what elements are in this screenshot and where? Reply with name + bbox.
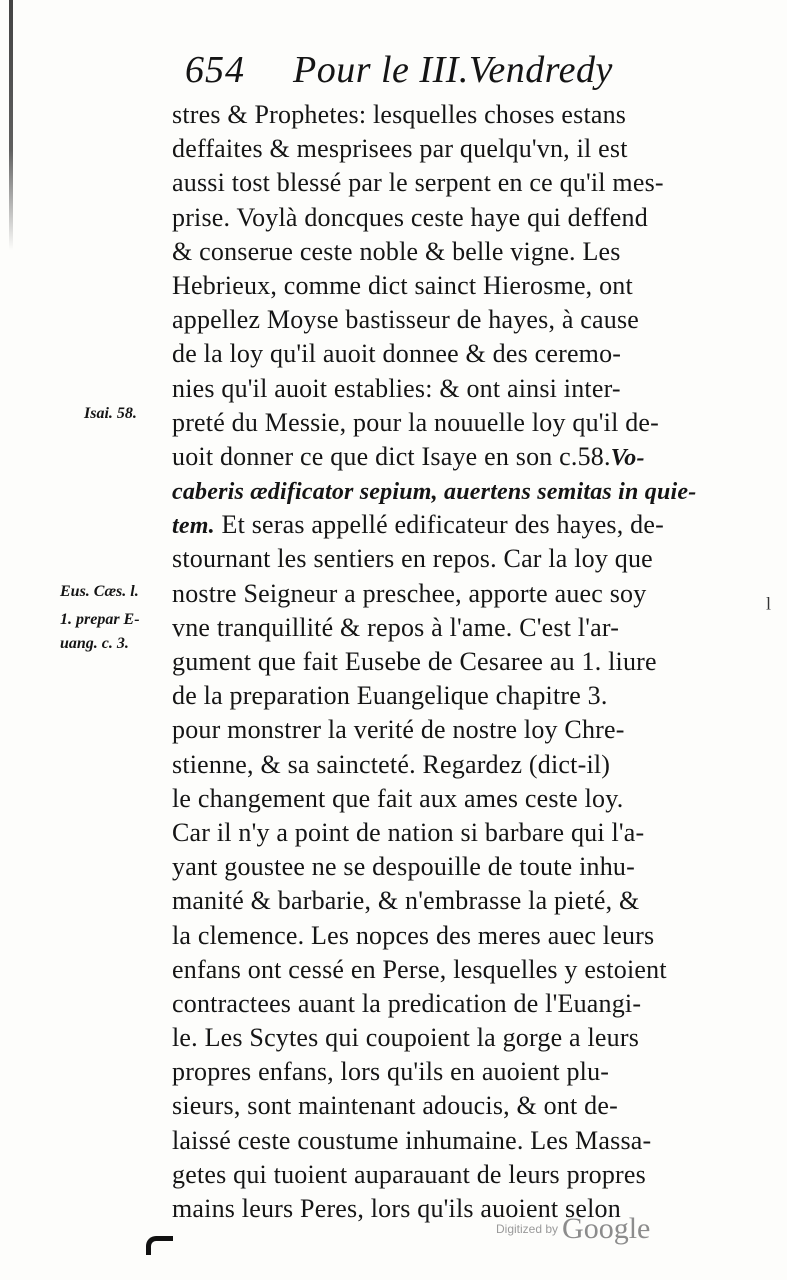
text-line: mains leurs Peres, lors qu'ils auoient selon [172,1194,621,1223]
running-title: Pour le III.Vendredy [293,49,613,91]
text-line: Hebrieux, comme dict sainct Hierosme, ont [172,270,633,300]
page-header [185,48,645,98]
text-line: nostre Seigneur a preschee, apporte auec soy [172,578,647,608]
margin-note-eusebius-1: Eus. Cæs. l. [60,583,139,600]
text-line: le changement que fait aux ames ceste loy. [172,783,624,813]
text-line: le. Les Scytes qui coupoient la gorge a leurs [172,1023,640,1053]
text-line: deffaites & mesprisees par quelqu'vn, il est [172,134,628,164]
body-text [172,98,697,1226]
text-line: stournant les sentiers en repos. Car la loy que [172,544,653,574]
margin-note-isaiah: Isai. 58. [84,405,137,422]
text-line: gument que fait Eusebe de Cesaree au 1. liure [172,647,657,676]
page-edge-shadow [9,0,13,250]
google-logo: Google [562,1212,651,1245]
text-line: contractees auant la predication de l'Euangi- [172,988,642,1018]
text-line: de la loy qu'il auoit donnee & des ceremo- [172,339,622,369]
text-line: laissé ceste coustume inhumaine. Les Massa- [172,1125,652,1155]
text-line: Car il n'y a point de nation si barbare qui l'a- [172,817,645,847]
text-line [172,474,697,508]
margin-note-eusebius-2: 1. prepar E- [60,611,140,628]
margin-note-eusebius-3: uang. c. 3. [60,635,129,652]
text-line: stienne, & sa saincteté. Regardez (dict-il) [172,749,611,779]
text-line: prise. Voylà doncques ceste haye qui deffend [172,202,648,232]
latin-quote-end: tem. [172,513,215,540]
text-line: pour monstrer la verité de nostre loy Chre- [172,715,625,745]
watermark-prefix: Digitized by [496,1222,559,1236]
text-line: getes qui tuoient auparauant de leurs propres [172,1159,646,1189]
text-line: sieurs, sont maintenant adoucis, & ont de- [172,1091,618,1121]
text-line-roman: Et seras appellé edificateur des hayes, de- [214,510,664,540]
text-line: de la preparation Euangelique chapitre 3. [172,681,608,711]
text-line-roman: uoit donner ce que dict Isaye en son c.58. [172,441,611,471]
digitized-watermark [496,1212,650,1246]
text-line: manité & barbarie, & n'embrasse la pieté, & [172,886,640,916]
text-line: nies qu'il auoit establies: & ont ainsi inter- [172,373,621,403]
text-line: preté du Messie, pour la nouuelle loy qu'il de- [172,407,660,437]
text-line: appellez Moyse bastisseur de hayes, à cause [172,305,640,335]
text-line [172,508,692,542]
latin-quote-start: Vo- [610,444,645,471]
text-line: vne tranquillité & repos à l'ame. C'est l'ar- [172,612,620,642]
text-line: aussi tost blessé par le serpent en ce qu'il mes- [172,168,664,198]
text-line [172,440,692,474]
page-number: 654 [185,49,245,91]
text-line: yant goustee ne se despouille de toute inhu- [172,852,635,882]
text-line: propres enfans, lors qu'ils en auoient plu- [172,1057,610,1087]
ink-mark [146,1236,173,1255]
text-line: enfans ont cessé en Perse, lesquelles y estoient [172,954,667,984]
text-line: la clemence. Les nopces des meres auec leurs [172,920,655,950]
text-line: & conserue ceste noble & belle vigne. Les [172,236,621,266]
ink-mark: ˡ [766,592,771,625]
text-line: stres & Prophetes: lesquelles choses estans [172,100,627,129]
latin-quote: caberis ædificator sepium, auertens semitas in quie- [172,479,697,506]
